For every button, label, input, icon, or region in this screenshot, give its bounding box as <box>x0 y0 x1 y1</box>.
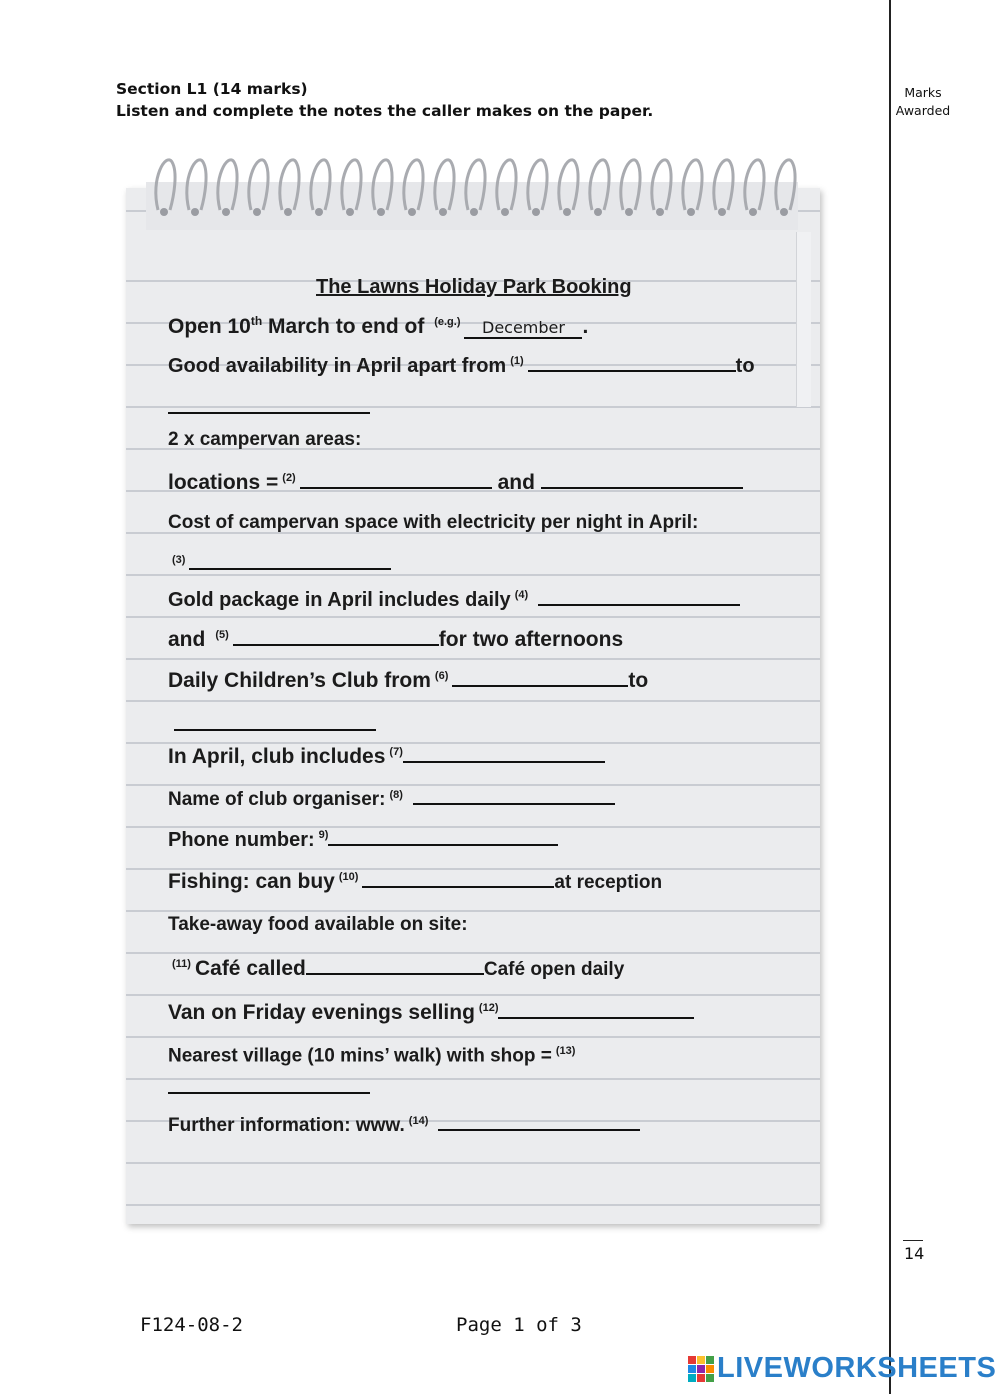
question-13-line: Nearest village (10 mins’ walk) with shop = $^{(13)}$ <box>168 1045 576 1067</box>
binding-hole <box>749 208 757 216</box>
spiral-ring <box>559 160 578 210</box>
question-12-line: Van on Friday evenings selling $^{(12)}$ <box>168 1001 694 1025</box>
spiral-ring <box>342 160 361 210</box>
spiral-ring <box>280 160 299 210</box>
answer-4-blank[interactable] <box>538 588 740 606</box>
question-10-line: Fishing: can buy $^{(10)}$ at reception <box>168 870 663 893</box>
answer-5-blank[interactable] <box>233 628 439 646</box>
binding-hole <box>718 208 726 216</box>
answer-6a-blank[interactable] <box>452 669 628 687</box>
spiral-ring <box>373 160 392 210</box>
open-dates-line: Open 10th March to end of $^{(e.g.)}$ December . <box>168 314 589 338</box>
binding-hole <box>253 208 261 216</box>
campervan-heading: 2 x campervan areas: <box>168 429 362 450</box>
binding-hole <box>470 208 478 216</box>
campervan-cost-text: Cost of campervan space with electricity per night in April: <box>168 512 699 533</box>
spiral-ring <box>621 160 640 210</box>
binding-hole <box>222 208 230 216</box>
answer-14-blank[interactable] <box>438 1113 640 1131</box>
answer-11-blank[interactable] <box>306 957 484 975</box>
binding-hole <box>377 208 385 216</box>
logo-block <box>706 1365 714 1373</box>
answer-13-blank[interactable] <box>168 1092 370 1094</box>
marks-column-divider <box>889 0 891 1394</box>
answer-2b-blank[interactable] <box>541 471 743 489</box>
logo-block <box>697 1365 705 1373</box>
spiral-ring <box>311 160 330 210</box>
page-number: Page 1 of 3 <box>456 1314 582 1336</box>
question-3-line: (3) <box>172 552 391 576</box>
total-marks: 14 <box>904 1244 925 1263</box>
binding-hole <box>656 208 664 216</box>
spiral-ring <box>652 160 671 210</box>
answer-9-blank[interactable] <box>328 828 558 846</box>
logo-block <box>697 1356 705 1364</box>
binding-hole <box>191 208 199 216</box>
answer-7-blank[interactable] <box>403 745 605 763</box>
awarded-label: Awarded <box>895 103 951 118</box>
answer-2a-blank[interactable] <box>300 471 492 489</box>
binding-hole <box>563 208 571 216</box>
takeaway-text: Take-away food available on site: <box>168 914 468 935</box>
binding-hole <box>315 208 323 216</box>
section-title: Section L1 (14 marks) <box>116 80 308 98</box>
question-8-line: Name of club organiser: $^{(8)}$ <box>168 787 615 811</box>
spiral-ring <box>249 160 268 210</box>
question-14-line: Further information: www. $^{(14)}$ <box>168 1113 640 1137</box>
spiral-ring <box>466 160 485 210</box>
binding-hole <box>687 208 695 216</box>
answer-12-blank[interactable] <box>498 1001 694 1019</box>
answer-6b-blank[interactable] <box>174 729 376 731</box>
logo-block <box>706 1356 714 1364</box>
spiral-ring <box>187 160 206 210</box>
spiral-ring <box>435 160 454 210</box>
binding-hole <box>780 208 788 216</box>
logo-text: LIVEWORKSHEETS <box>717 1352 997 1384</box>
question-2-line: locations = $^{(2)}$ and <box>168 471 743 495</box>
binding-hole <box>594 208 602 216</box>
question-1-line: Good availability in April apart from $^{(1)}$ to <box>168 355 755 377</box>
example-answer: December <box>464 319 582 339</box>
score-divider <box>903 1240 923 1241</box>
spiral-ring <box>156 160 175 210</box>
notepad-sheet <box>126 188 820 1224</box>
logo-block <box>697 1374 705 1382</box>
answer-10-blank[interactable] <box>362 870 554 888</box>
logo-block <box>706 1374 714 1382</box>
section-heading <box>116 78 653 122</box>
marks-awarded-header <box>893 84 953 120</box>
spiral-ring <box>745 160 764 210</box>
logo-block <box>688 1374 696 1382</box>
spiral-ring <box>590 160 609 210</box>
instruction-text: Listen and complete the notes the caller makes on the paper. <box>116 102 654 120</box>
binding-hole <box>408 208 416 216</box>
answer-3-blank[interactable] <box>189 552 391 570</box>
binding-hole <box>160 208 168 216</box>
question-9-line: Phone number: $^{9)}$ <box>168 828 558 852</box>
spiral-binding-icon <box>150 148 800 228</box>
binding-hole <box>501 208 509 216</box>
spiral-ring <box>714 160 733 210</box>
question-4-line: Gold package in April includes daily $^{(4)}$ <box>168 588 740 612</box>
spiral-ring <box>776 160 795 210</box>
binding-hole <box>346 208 354 216</box>
binding-hole <box>439 208 447 216</box>
spiral-ring <box>218 160 237 210</box>
spiral-ring <box>683 160 702 210</box>
answer-8-blank[interactable] <box>413 787 615 805</box>
notepad-page-edge <box>796 232 811 407</box>
logo-block <box>688 1365 696 1373</box>
binding-hole <box>532 208 540 216</box>
question-6-line: Daily Children’s Club from $^{(6)}$ to <box>168 669 649 692</box>
answer-1a-blank[interactable] <box>528 354 736 372</box>
marks-label: Marks <box>904 85 942 100</box>
binding-hole <box>284 208 292 216</box>
question-11-line: $^{(11)}$ Café called Café open daily <box>172 957 625 980</box>
answer-1b-blank[interactable] <box>168 412 370 414</box>
binding-hole <box>625 208 633 216</box>
notepad-title: The Lawns Holiday Park Booking <box>316 276 632 298</box>
spiral-ring <box>528 160 547 210</box>
spiral-ring <box>404 160 423 210</box>
document-code: F124-08-2 <box>140 1314 243 1336</box>
logo-block <box>688 1356 696 1364</box>
liveworksheets-logo[interactable] <box>688 1352 996 1385</box>
question-7-line: In April, club includes $^{(7)}$ <box>168 745 605 769</box>
spiral-ring <box>497 160 516 210</box>
question-5-line: and $^{(5)}$ for two afternoons <box>168 628 624 651</box>
logo-blocks-icon <box>688 1356 714 1382</box>
